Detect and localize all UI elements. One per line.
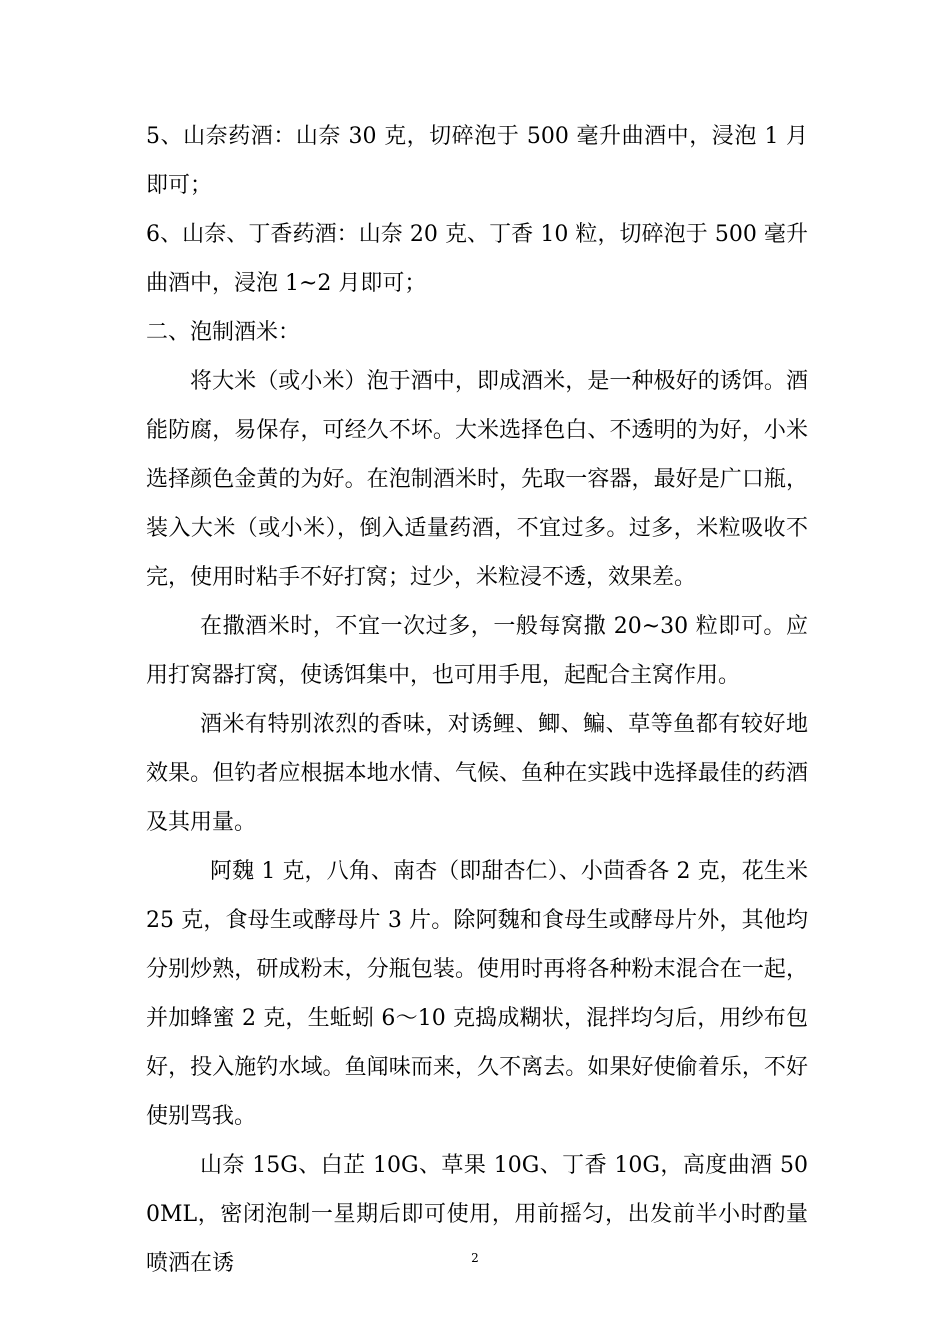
paragraph-recipe-6: 6、山奈、丁香药酒：山奈 20 克、丁香 10 粒，切碎泡于 500 毫升曲酒中，浸泡 1~2 月即可； — [146, 222, 808, 296]
section-heading: 二、泡制酒米： — [146, 320, 301, 345]
paragraph-body: 在撒酒米时，不宜一次过多，一般每窝撒 20~30 粒即可。应用打窝器打窝，使诱饵集中，也可用手甩，起配合主窝作用。 — [146, 614, 808, 688]
paragraph-body: 酒米有特别浓烈的香味，对诱鲤、鲫、鳊、草等鱼都有较好地效果。但钓者应根据本地水情、气候、鱼种在实践中选择最佳的药酒及其用量。 — [146, 712, 808, 835]
paragraph-body: 山奈 15G、白芷 10G、草果 10G、丁香 10G，高度曲酒 500ML，密闭泡制一星期后即可使用，用前摇匀，出发前半小时酌量喷洒在诱 — [146, 1153, 808, 1276]
paragraph-body: 将大米（或小米）泡于酒中，即成酒米，是一种极好的诱饵。酒能防腐，易保存，可经久不坏。大米选择色白、不透明的为好，小米选择颜色金黄的为好。在泡制酒米时，先取一容器，最好是广口瓶，装入大米（或小米），倒入适量药酒，不宜过多。过多，米粒吸收不完，使用时粘手不好打窝；过少，米粒浸不透，效果差。 — [146, 369, 808, 590]
paragraph-recipe-5: 5、山奈药酒：山奈 30 克，切碎泡于 500 毫升曲酒中，浸泡 1 月即可； — [146, 124, 808, 198]
page-number: 2 — [471, 1251, 479, 1265]
document-body — [146, 112, 808, 1288]
paragraph-body: 阿魏 1 克，八角、南杏（即甜杏仁）、小茴香各 2 克，花生米 25 克，食母生或酵母片 3 片。除阿魏和食母生或酵母片外，其他均分别炒熟，研成粉末，分瓶包装。使用时再将各种粉末混合在一起，并加蜂蜜 2 克，生蚯蚓 6～10 克捣成糊状，混拌均匀后，用纱布包好，投入施钓水域。鱼闻味而来，久不离去。如果好使偷着乐，不好使别骂我。 — [146, 859, 808, 1129]
